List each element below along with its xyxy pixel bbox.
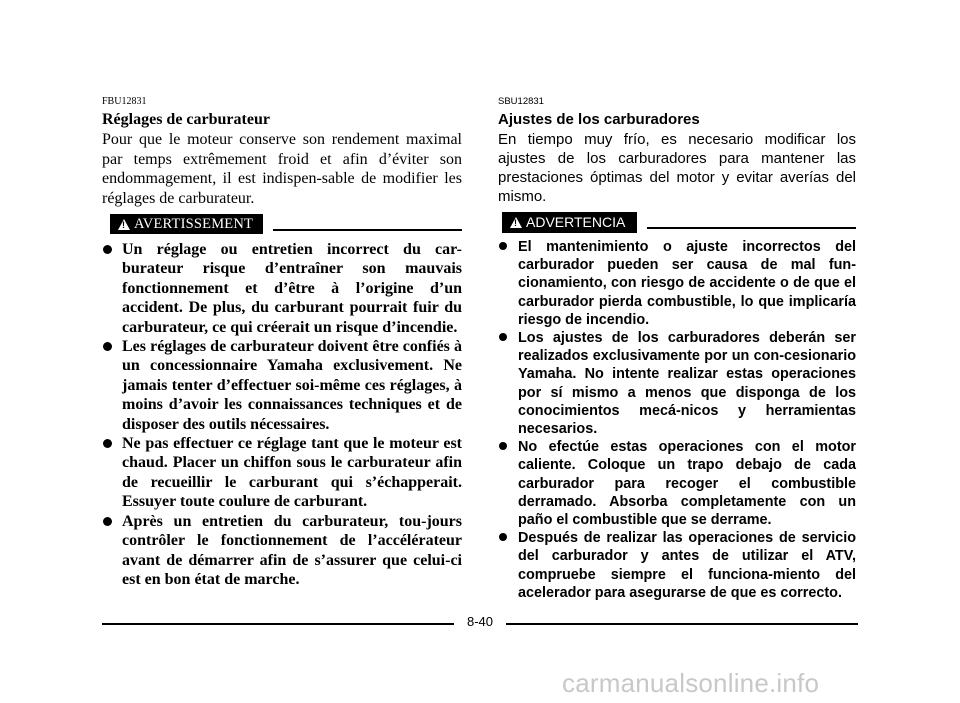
warning-badge bbox=[502, 212, 637, 233]
bullet-icon bbox=[499, 333, 507, 341]
warning-list bbox=[102, 240, 462, 589]
list-item-text: El mantenimiento o ajuste incorrectos del carburador pueden ser causa de mal fun-cionamiento, con riesgo de accidente o de que el carburador pierda combustible, lo que implicaría riesgo de incendio. bbox=[518, 239, 856, 328]
page-number: 8-40 bbox=[466, 614, 494, 629]
list-item bbox=[498, 438, 856, 529]
list-item-text: Un réglage ou entretien incorrect du car-burateur risque d’entraîner son mauvais fonctionnement et d’être à l’origine d’un accident. De plus, du carburant pourrait fuir du carburateur, ce qui créerait un risque d’incendie. bbox=[122, 241, 462, 336]
bullet-icon bbox=[499, 533, 507, 541]
warning-label: ADVERTENCIA bbox=[526, 214, 626, 230]
list-item bbox=[102, 240, 462, 337]
list-item bbox=[102, 512, 462, 590]
bullet-icon bbox=[499, 242, 507, 250]
list-item bbox=[102, 337, 462, 434]
list-item bbox=[498, 238, 856, 329]
list-item-text: Ne pas effectuer ce réglage tant que le moteur est chaud. Placer un chiffon sous le carburateur afin de recueillir le carburant qui s’échapperait. Essuyer toute coulure de carburant. bbox=[122, 435, 462, 511]
list-item-text: No efectúe estas operaciones con el motor caliente. Coloque un trapo debajo de cada carburador para recoger el combustible derramado. Absorba completamente con un paño el combustible que se derrame. bbox=[518, 439, 856, 529]
bullet-icon bbox=[103, 245, 112, 254]
list-item-text: Après un entretien du carburateur, tou-jours contrôler le fonctionnement de l’accélérateur avant de démarrer afin de s’assurer que celui-ci est en bon état de marche. bbox=[122, 512, 462, 588]
bullet-icon bbox=[103, 342, 112, 351]
bullet-icon bbox=[499, 442, 507, 450]
footer-rule-right bbox=[506, 623, 858, 625]
section-code: SBU12831 bbox=[498, 96, 544, 107]
list-item-text: Los ajustes de los carburadores deberán ser realizados exclusivamente por un con-cesionario Yamaha. No intente realizar estas operaciones por sí mismo a menos que disponga de los conocimientos mecá-nicos y herramientas necesarios. bbox=[518, 330, 856, 438]
section-heading: Réglages de carburateur bbox=[102, 111, 270, 128]
intro-paragraph: Pour que le moteur conserve son rendement maximal par temps extrêmement froid et afin d’éviter son endommagement, il est indispen-sable de modifier les réglages de carburateur. bbox=[102, 131, 462, 207]
warning-triangle-icon bbox=[510, 217, 522, 228]
warning-header bbox=[102, 213, 462, 235]
warning-badge bbox=[110, 214, 263, 234]
intro-paragraph: En tiempo muy frío, es necesario modificar los ajustes de los carburadores para mantener las prestaciones óptimas del motor y evitar averías del mismo. bbox=[498, 131, 856, 205]
list-item bbox=[498, 329, 856, 438]
watermark: carmanualsonline.info bbox=[562, 668, 820, 698]
section-code: FBU12831 bbox=[102, 96, 147, 107]
list-item-text: Les réglages de carburateur doivent être confiés à un concessionnaire Yamaha exclusivement. Ne jamais tenter d’effectuer soi-même ces réglages, à moins d’avoir les connaissances techniques et de disposer des outils nécessaires. bbox=[122, 338, 462, 433]
footer-rule-left bbox=[102, 623, 454, 625]
warning-rule bbox=[647, 216, 856, 229]
warning-list bbox=[498, 238, 856, 602]
french-column bbox=[102, 96, 462, 589]
bullet-icon bbox=[103, 439, 112, 448]
warning-triangle-icon bbox=[118, 219, 130, 230]
warning-header bbox=[498, 211, 856, 233]
warning-rule bbox=[273, 218, 462, 231]
list-item-text: Después de realizar las operaciones de servicio del carburador y antes de utilizar el ATV, compruebe siempre el funciona-miento del acelerador para asegurarse de que es correcto. bbox=[518, 530, 856, 601]
list-item bbox=[102, 434, 462, 512]
list-item bbox=[498, 529, 856, 602]
spanish-column bbox=[498, 96, 856, 602]
section-heading: Ajustes de los carburadores bbox=[498, 111, 700, 128]
warning-label: AVERTISSEMENT bbox=[134, 215, 254, 232]
bullet-icon bbox=[103, 517, 112, 526]
